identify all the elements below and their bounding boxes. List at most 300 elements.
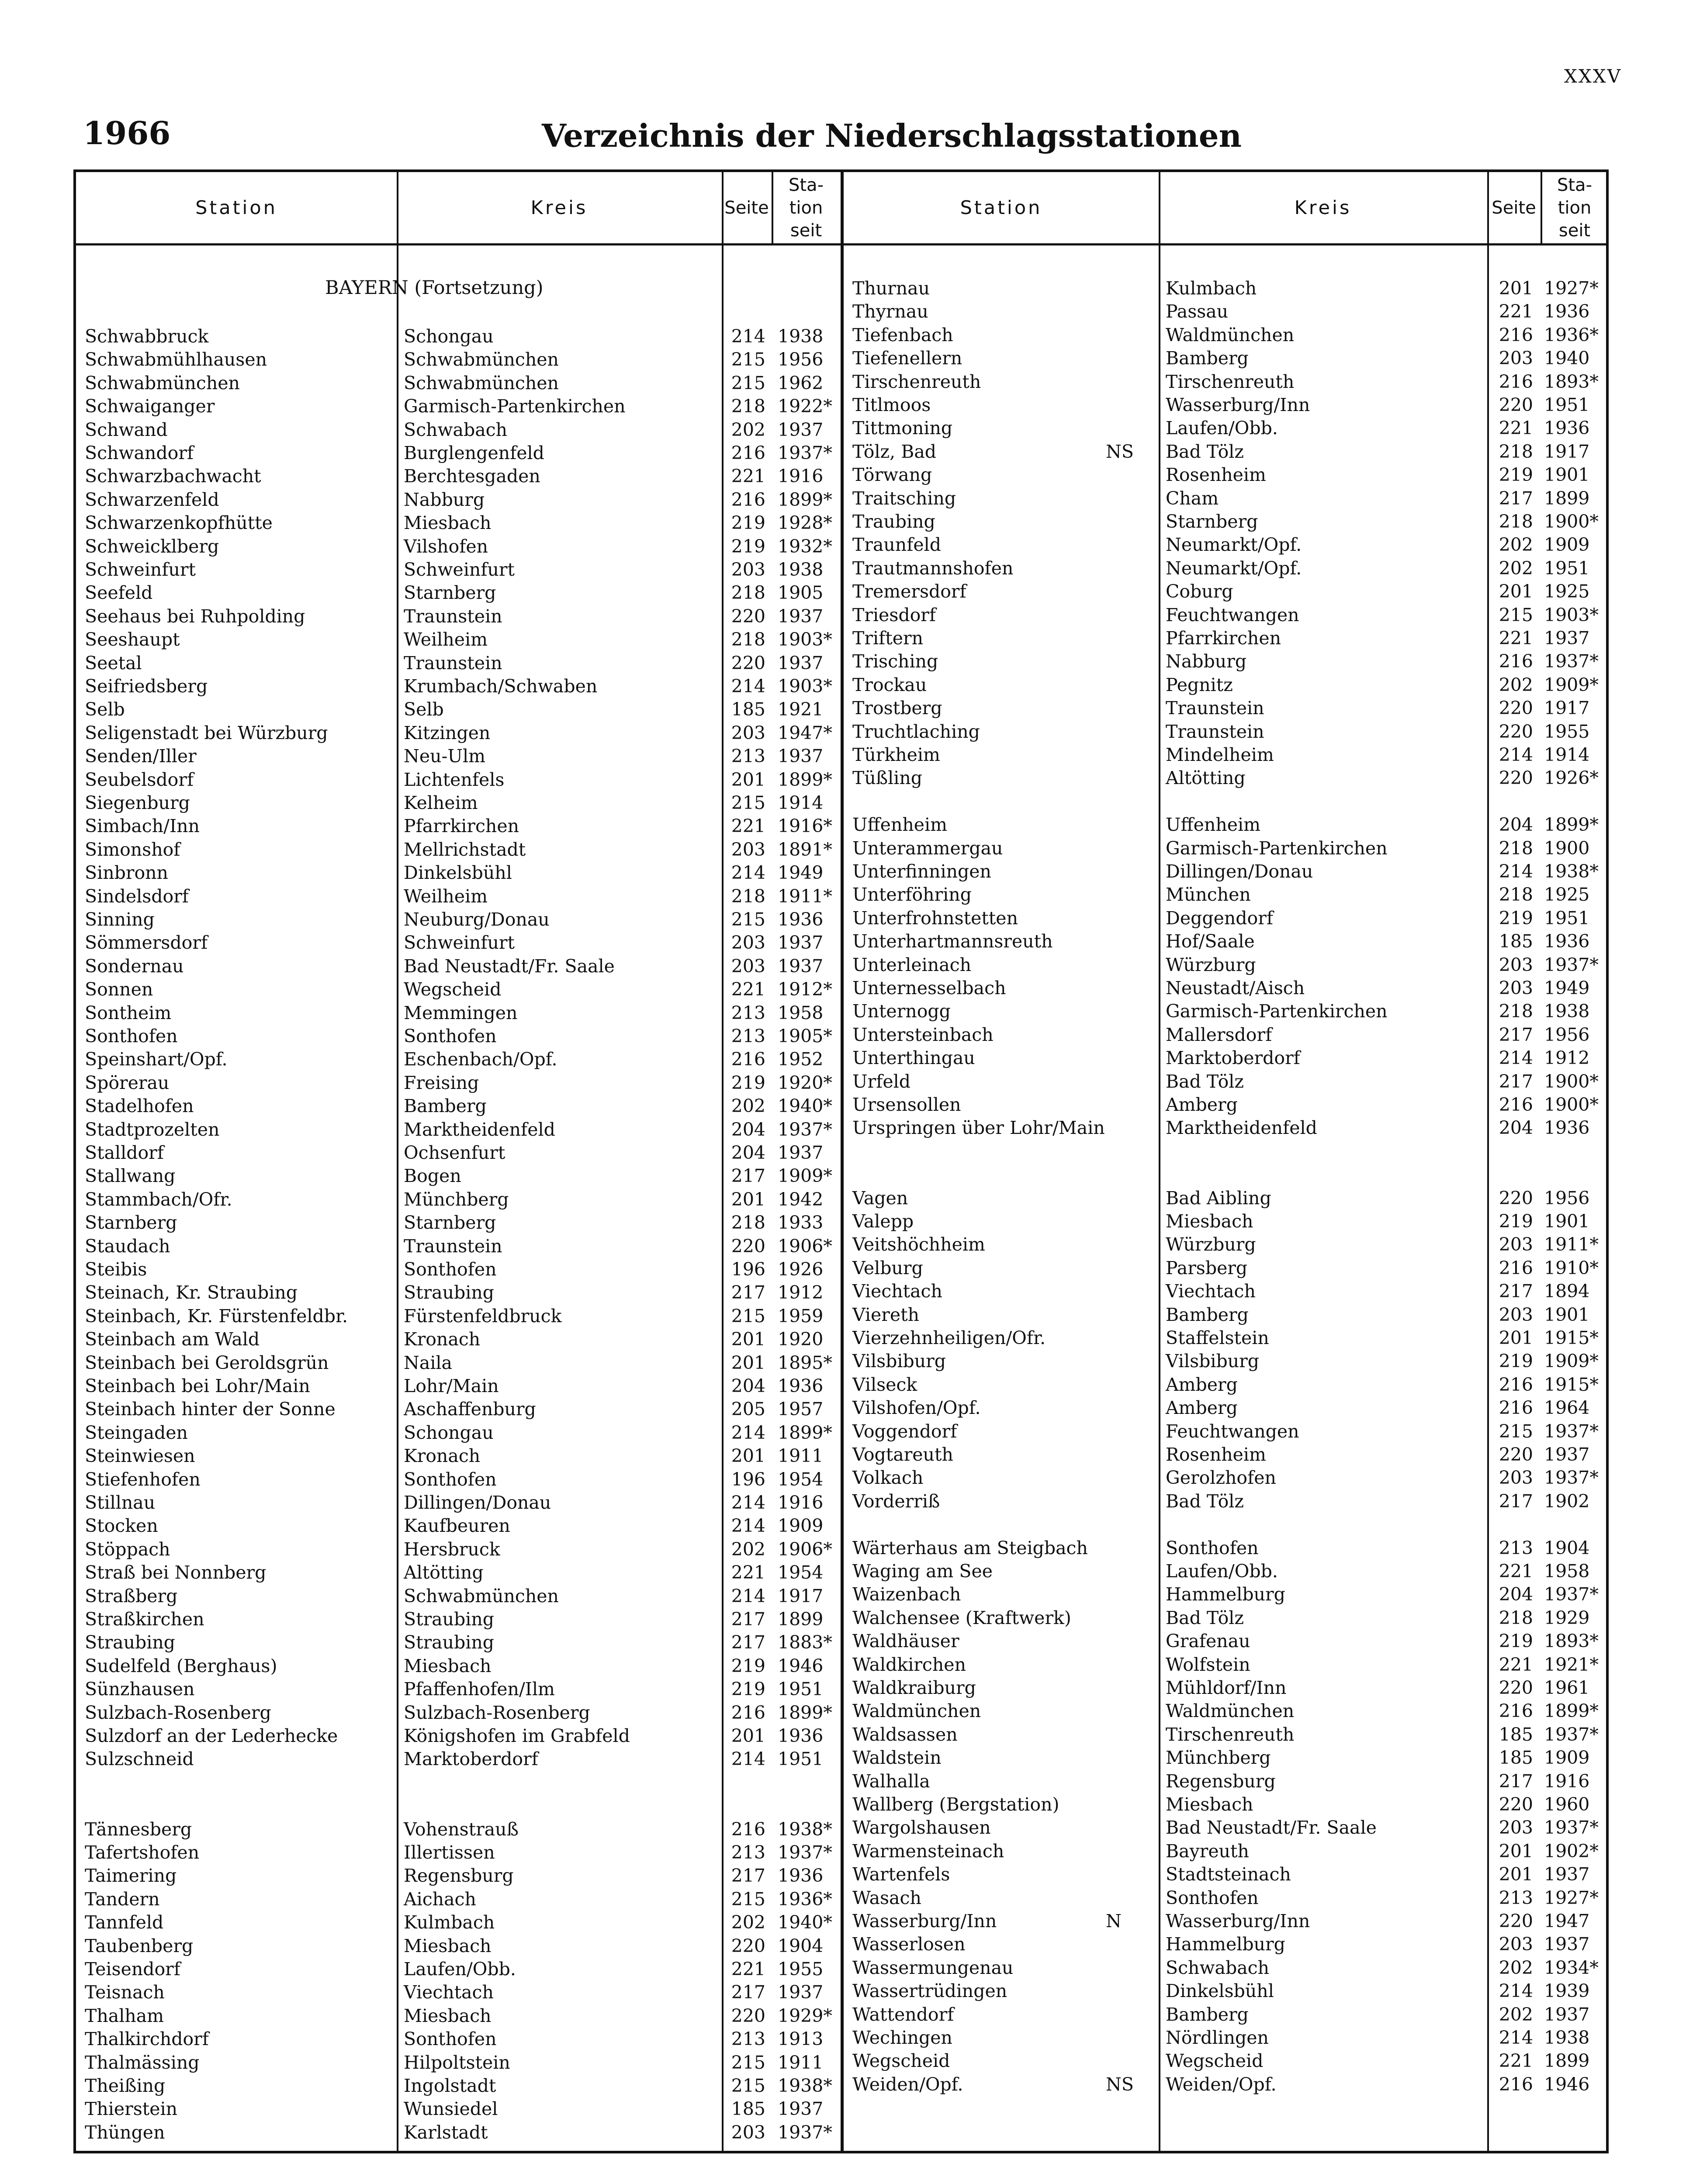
station-since-value: 1906* — [778, 1235, 832, 1257]
station-since-value: 1903* — [778, 629, 832, 650]
seite-value: 215 — [731, 1305, 765, 1327]
station-since-value: 1926 — [778, 1259, 824, 1280]
kreis-name: Straubing — [404, 1609, 495, 1630]
seite-value: 213 — [731, 1002, 765, 1023]
station-since-value: 1937* — [1544, 954, 1599, 975]
table-row — [76, 1841, 841, 1864]
station-since-value: 1901 — [1544, 1304, 1590, 1325]
kreis-name: Straubing — [404, 1632, 495, 1653]
station-name: Wegscheid — [852, 2050, 950, 2072]
kreis-name: Dinkelsbühl — [404, 862, 512, 884]
station-since-value: 1905 — [778, 582, 824, 604]
station-name: Tremersdorf — [852, 581, 966, 602]
seite-value: 220 — [1499, 1444, 1533, 1465]
station-since-value: 1951 — [1544, 394, 1590, 415]
station-name: Waldkraiburg — [852, 1677, 976, 1698]
table-row — [76, 325, 841, 348]
table-row — [844, 487, 1609, 510]
station-since-value: 1911 — [778, 1445, 824, 1467]
table-row — [76, 931, 841, 954]
station-since-value: 1915* — [1544, 1374, 1599, 1395]
seite-value: 216 — [1499, 1374, 1533, 1395]
seite-value: 221 — [731, 466, 765, 487]
station-since-value: 1927* — [1544, 278, 1599, 299]
table-row — [76, 1095, 841, 1118]
seite-value: 214 — [731, 676, 765, 697]
table-row — [844, 1863, 1609, 1886]
kreis-name: Mühldorf/Inn — [1166, 1677, 1287, 1698]
seite-value: 213 — [1499, 1537, 1533, 1559]
table-row — [76, 838, 841, 861]
station-name: Waizenbach — [852, 1584, 961, 1605]
seite-value: 219 — [1499, 464, 1533, 486]
seite-value: 216 — [1499, 1700, 1533, 1722]
table-row — [76, 488, 841, 511]
station-since-value: 1947 — [1544, 1911, 1590, 1932]
station-since-value: 1957 — [778, 1399, 824, 1420]
seite-value: 217 — [731, 1632, 765, 1653]
column-divider — [841, 172, 844, 2151]
station-name: Weiden/Opf. — [852, 2073, 963, 2095]
station-note: NS — [1106, 441, 1134, 462]
table-row — [844, 1980, 1609, 2003]
table-row — [844, 370, 1609, 394]
kreis-name: Lohr/Main — [404, 1375, 499, 1396]
table-row — [76, 511, 841, 535]
table-row — [844, 394, 1609, 417]
seite-value: 203 — [731, 2122, 765, 2143]
station-name: Wasach — [852, 1887, 921, 1908]
kreis-name: Bayreuth — [1166, 1840, 1249, 1862]
station-name: Sondernau — [85, 955, 184, 977]
station-name: Speinshart/Opf. — [85, 1049, 228, 1070]
table-row — [844, 720, 1609, 743]
kreis-name: Viechtach — [404, 1982, 494, 2003]
station-name: Wassermungenau — [852, 1957, 1014, 1978]
table-row — [76, 1398, 841, 1421]
station-since-value: 1899* — [778, 1422, 832, 1443]
station-since-value: 1964 — [1544, 1397, 1590, 1419]
table-row — [76, 1818, 841, 1841]
seite-value: 220 — [731, 2005, 765, 2026]
station-since-value: 1960 — [1544, 1794, 1590, 1815]
kreis-name: München — [1166, 884, 1251, 905]
station-since-value: 1949 — [1544, 978, 1590, 999]
station-since-value: 1904 — [1544, 1537, 1590, 1559]
station-name: Urspringen über Lohr/Main — [852, 1117, 1105, 1139]
seite-value: 220 — [731, 1235, 765, 1257]
table-row — [76, 1724, 841, 1748]
table-row — [844, 954, 1609, 977]
kreis-name: Schwabach — [404, 419, 508, 440]
kreis-name: Neumarkt/Opf. — [1166, 534, 1302, 556]
kreis-name: Hof/Saale — [1166, 931, 1255, 952]
seite-value: 202 — [1499, 557, 1533, 579]
kreis-name: Grafenau — [1166, 1631, 1250, 1652]
kreis-name: Ochsenfurt — [404, 1142, 505, 1163]
table-row — [844, 417, 1609, 440]
seite-value: 214 — [731, 1515, 765, 1537]
table-row — [844, 277, 1609, 300]
seite-value: 202 — [731, 419, 765, 440]
station-name: Stadelhofen — [85, 1095, 194, 1117]
section-label: BAYERN (Fortsetzung) — [325, 277, 544, 299]
station-since-value: 1932* — [778, 536, 832, 557]
station-since-value: 1940* — [778, 1095, 832, 1117]
seite-value: 202 — [1499, 1957, 1533, 1978]
page-number: XXXV — [1564, 66, 1622, 87]
kreis-name: Sonthofen — [1166, 1887, 1259, 1908]
seite-value: 214 — [731, 1422, 765, 1443]
seite-value: 218 — [731, 1212, 765, 1234]
seite-value: 217 — [1499, 1071, 1533, 1092]
station-name: Sinbronn — [85, 862, 168, 884]
seite-value: 220 — [731, 1935, 765, 1956]
station-since-value: 1937* — [1544, 1584, 1599, 1605]
kreis-name: Regensburg — [404, 1865, 514, 1887]
station-since-value: 1951 — [1544, 557, 1590, 579]
station-name: Traubing — [852, 511, 935, 532]
table-row — [76, 1864, 841, 1887]
table-row — [76, 698, 841, 721]
seite-value: 201 — [1499, 1864, 1533, 1885]
seite-value: 202 — [1499, 2004, 1533, 2025]
seite-value: 203 — [1499, 1304, 1533, 1325]
station-since-value: 1917 — [778, 1585, 824, 1607]
table-row — [844, 2003, 1609, 2026]
table-row — [76, 1935, 841, 1958]
station-since-value: 1938 — [1544, 2027, 1590, 2048]
station-since-value: 1937 — [1544, 1444, 1590, 1465]
table-row — [844, 1443, 1609, 1466]
seite-value: 215 — [1499, 1420, 1533, 1442]
station-name: Thüngen — [85, 2122, 165, 2143]
seite-value: 216 — [731, 1049, 765, 1070]
station-since-value: 1962 — [778, 372, 824, 394]
seite-value: 215 — [1499, 604, 1533, 625]
station-name: Stocken — [85, 1515, 158, 1537]
table-row — [76, 1911, 841, 1934]
seite-value: 203 — [731, 955, 765, 977]
seite-value: 217 — [731, 1982, 765, 2003]
kreis-name: Bamberg — [404, 1095, 487, 1117]
table-row — [76, 1444, 841, 1468]
seite-value: 204 — [731, 1142, 765, 1163]
table-row — [844, 1257, 1609, 1280]
table-row — [844, 1700, 1609, 1723]
station-name: Taubenberg — [85, 1935, 194, 1956]
header-seite: Seite — [1492, 197, 1536, 218]
station-name: Schwarzenfeld — [85, 489, 219, 510]
station-name: Unterthingau — [852, 1047, 975, 1069]
kreis-name: Amberg — [1166, 1374, 1238, 1395]
station-name: Seehaus bei Ruhpolding — [85, 605, 305, 627]
station-name: Sonthofen — [85, 1026, 178, 1047]
seite-value: 215 — [731, 792, 765, 813]
kreis-name: Kulmbach — [404, 1912, 495, 1933]
seite-value: 218 — [1499, 1607, 1533, 1628]
station-since-value: 1961 — [1544, 1677, 1590, 1698]
table-row — [844, 1560, 1609, 1583]
station-since-value: 1936 — [1544, 1117, 1590, 1139]
table-row — [76, 1305, 841, 1328]
table-row — [844, 1583, 1609, 1606]
station-since-value: 1914 — [1544, 744, 1590, 765]
kreis-name: Wasserburg/Inn — [1166, 394, 1310, 415]
station-since-value: 1920 — [778, 1329, 824, 1350]
table-row — [844, 1746, 1609, 1769]
seite-value: 216 — [1499, 324, 1533, 346]
kreis-name: Marktheidenfeld — [404, 1119, 555, 1140]
station-since-value: 1940* — [778, 1912, 832, 1933]
kreis-name: Freising — [404, 1072, 479, 1093]
table-row — [76, 861, 841, 885]
table-row — [844, 580, 1609, 603]
table-row — [844, 883, 1609, 906]
station-since-value: 1904 — [778, 1935, 824, 1956]
seite-value: 185 — [1499, 1747, 1533, 1769]
table-row — [76, 722, 841, 745]
kreis-name: Pfarrkirchen — [1166, 628, 1281, 649]
table-row — [76, 1211, 841, 1234]
station-name: Unterföhring — [852, 884, 972, 905]
seite-value: 217 — [1499, 1770, 1533, 1792]
table-row — [844, 930, 1609, 953]
seite-value: 201 — [731, 1352, 765, 1373]
table-row — [844, 1023, 1609, 1047]
station-since-value: 1937* — [778, 1119, 832, 1140]
kreis-name: Hammelburg — [1166, 1934, 1285, 1955]
kreis-name: Starnberg — [404, 582, 496, 604]
station-name: Sömmersdorf — [85, 932, 208, 954]
station-name: Trockau — [852, 674, 927, 695]
table-row — [844, 860, 1609, 883]
station-since-value: 1902 — [1544, 1490, 1590, 1512]
station-since-value: 1925 — [1544, 581, 1590, 602]
station-name: Stöppach — [85, 1538, 170, 1560]
kreis-name: Passau — [1166, 301, 1229, 322]
kreis-name: Regensburg — [1166, 1770, 1276, 1792]
seite-value: 204 — [731, 1375, 765, 1396]
station-since-value: 1893* — [1544, 1631, 1599, 1652]
station-since-value: 1899* — [778, 1702, 832, 1723]
kreis-name: Miesbach — [1166, 1211, 1253, 1232]
kreis-name: Sulzbach-Rosenberg — [404, 1702, 590, 1723]
table-row — [844, 1000, 1609, 1023]
station-name: Unternesselbach — [852, 978, 1006, 999]
station-name: Waldhäuser — [852, 1631, 959, 1652]
station-name: Untersteinbach — [852, 1024, 994, 1045]
kreis-name: Würzburg — [1166, 1234, 1256, 1255]
seite-value: 214 — [1499, 1980, 1533, 2002]
seite-value: 201 — [731, 1329, 765, 1350]
seite-value: 215 — [731, 909, 765, 930]
station-name: Tölz, Bad — [852, 441, 937, 462]
station-since-value: 1922* — [778, 396, 832, 417]
station-since-value: 1938 — [778, 559, 824, 580]
table-row — [844, 1676, 1609, 1700]
kreis-name: Traunstein — [404, 1235, 502, 1257]
station-since-value: 1917 — [1544, 698, 1590, 719]
seite-value: 215 — [731, 2075, 765, 2096]
table-row — [844, 1490, 1609, 1513]
station-name: Waldmünchen — [852, 1700, 981, 1722]
kreis-name: Krumbach/Schwaben — [404, 676, 598, 697]
kreis-name: Karlstadt — [404, 2122, 488, 2143]
seite-value: 216 — [1499, 2073, 1533, 2095]
kreis-name: Ingolstadt — [404, 2075, 496, 2096]
station-since-value: 1914 — [778, 792, 824, 813]
kreis-name: Vilshofen — [404, 536, 488, 557]
station-name: Sindelsdorf — [85, 885, 189, 907]
station-since-value: 1942 — [778, 1189, 824, 1210]
station-since-value: 1937 — [778, 932, 824, 954]
station-since-value: 1938 — [1544, 1001, 1590, 1022]
kreis-name: Münchberg — [1166, 1747, 1271, 1769]
station-name: Tirschenreuth — [852, 371, 981, 392]
kreis-name: Gerolzhofen — [1166, 1467, 1276, 1489]
kreis-name: Neumarkt/Opf. — [1166, 557, 1302, 579]
seite-value: 219 — [1499, 1351, 1533, 1372]
station-name: Stadtprozelten — [85, 1119, 220, 1140]
station-since-value: 1936 — [1544, 301, 1590, 322]
table-row — [76, 1468, 841, 1491]
station-name: Thalham — [85, 2005, 164, 2026]
seite-value: 216 — [1499, 1257, 1533, 1279]
kreis-name: Dillingen/Donau — [404, 1492, 551, 1513]
seite-value: 220 — [1499, 721, 1533, 742]
station-since-value: 1899 — [1544, 487, 1590, 509]
table-row — [76, 1958, 841, 1981]
table-row — [844, 1047, 1609, 1070]
table-row — [76, 1608, 841, 1631]
station-name: Steinbach am Wald — [85, 1329, 260, 1350]
seite-value: 203 — [731, 932, 765, 954]
kreis-name: Kaufbeuren — [404, 1515, 510, 1537]
kreis-name: Traunstein — [404, 652, 502, 674]
station-since-value: 1956 — [1544, 1187, 1590, 1209]
kreis-name: Schwabmünchen — [404, 372, 559, 394]
station-since-value: 1937* — [1544, 1467, 1599, 1489]
station-since-value: 1883* — [778, 1632, 832, 1653]
table-row — [844, 1793, 1609, 1816]
station-name: Truchtlaching — [852, 721, 980, 742]
station-name: Steinach, Kr. Straubing — [85, 1282, 298, 1303]
station-since-value: 1936 — [778, 1725, 824, 1746]
seite-value: 219 — [731, 1072, 765, 1093]
kreis-name: Selb — [404, 699, 444, 720]
station-since-value: 1894 — [1544, 1281, 1590, 1302]
seite-value: 214 — [1499, 2027, 1533, 2048]
station-since-value: 1921* — [1544, 1654, 1599, 1675]
station-name: Taimering — [85, 1865, 177, 1887]
kreis-name: Marktheidenfeld — [1166, 1117, 1317, 1139]
kreis-name: Hammelburg — [1166, 1584, 1285, 1605]
seite-value: 221 — [1499, 1561, 1533, 1582]
seite-value: 214 — [731, 1585, 765, 1607]
seite-value: 214 — [731, 326, 765, 347]
station-name: Wassertrüdingen — [852, 1980, 1007, 2002]
kreis-name: Dinkelsbühl — [1166, 1980, 1274, 2002]
table-row — [76, 1351, 841, 1375]
station-name: Schwabbruck — [85, 326, 209, 347]
kreis-name: Burglengenfeld — [404, 442, 544, 463]
kreis-name: Bad Tölz — [1166, 1071, 1244, 1092]
table-row — [76, 1631, 841, 1654]
table-row — [844, 1420, 1609, 1443]
station-name: Schwandorf — [85, 442, 194, 463]
seite-value: 202 — [1499, 534, 1533, 556]
station-since-value: 1949 — [778, 862, 824, 884]
table-row — [76, 558, 841, 581]
table-row — [76, 535, 841, 558]
kreis-name: Schongau — [404, 1422, 494, 1443]
seite-value: 217 — [731, 1282, 765, 1303]
station-name: Traunfeld — [852, 534, 941, 556]
station-name: Schwarzbachwacht — [85, 466, 261, 487]
kreis-name: Sonthofen — [1166, 1537, 1259, 1559]
station-name: Wasserburg/Inn — [852, 1911, 997, 1932]
kreis-name: Bad Aibling — [1166, 1187, 1271, 1209]
station-name: Vagen — [852, 1187, 908, 1209]
seite-value: 217 — [1499, 1024, 1533, 1045]
station-name: Steinbach bei Geroldsgrün — [85, 1352, 329, 1373]
station-since-value: 1899* — [778, 489, 832, 510]
seite-value: 203 — [1499, 1467, 1533, 1489]
station-since-value: 1911 — [778, 2052, 824, 2073]
kreis-name: Neustadt/Aisch — [1166, 978, 1305, 999]
kreis-name: Weiden/Opf. — [1166, 2073, 1277, 2095]
table-row — [76, 605, 841, 628]
kreis-name: Mellrichstadt — [404, 839, 526, 860]
table-row — [844, 1070, 1609, 1093]
station-name: Waldkirchen — [852, 1654, 966, 1675]
table-row — [844, 1653, 1609, 1676]
table-row — [844, 1770, 1609, 1793]
seite-value: 218 — [731, 396, 765, 417]
table-row — [76, 465, 841, 488]
kreis-name: Waldmünchen — [1166, 324, 1295, 346]
station-name: Tüßling — [852, 767, 923, 789]
table-row — [76, 628, 841, 651]
station-name: Sontheim — [85, 1002, 172, 1023]
station-since-value: 1921 — [778, 699, 824, 720]
seite-value: 219 — [731, 1655, 765, 1676]
seite-value: 221 — [1499, 2050, 1533, 2072]
table-row — [76, 395, 841, 418]
table-row — [844, 1466, 1609, 1489]
station-since-value: 1917 — [1544, 441, 1590, 462]
table-row — [844, 557, 1609, 580]
table-row — [76, 815, 841, 838]
table-row — [76, 1258, 841, 1281]
table-row — [76, 1561, 841, 1584]
table-row — [76, 2028, 841, 2051]
seite-value: 213 — [731, 1842, 765, 1863]
station-name: Selb — [85, 699, 125, 720]
table-row — [76, 745, 841, 768]
station-name: Stillnau — [85, 1492, 156, 1513]
station-name: Trisching — [852, 651, 938, 672]
station-name: Unternogg — [852, 1001, 951, 1022]
station-name: Titlmoos — [852, 394, 931, 415]
table-row — [844, 1607, 1609, 1630]
station-name: Senden/Iller — [85, 746, 197, 767]
station-name: Seetal — [85, 652, 142, 674]
station-name: Veitshöchheim — [852, 1234, 985, 1255]
header-station-seit: Sta- tion seit — [1557, 175, 1593, 241]
kreis-name: Traunstein — [404, 605, 502, 627]
